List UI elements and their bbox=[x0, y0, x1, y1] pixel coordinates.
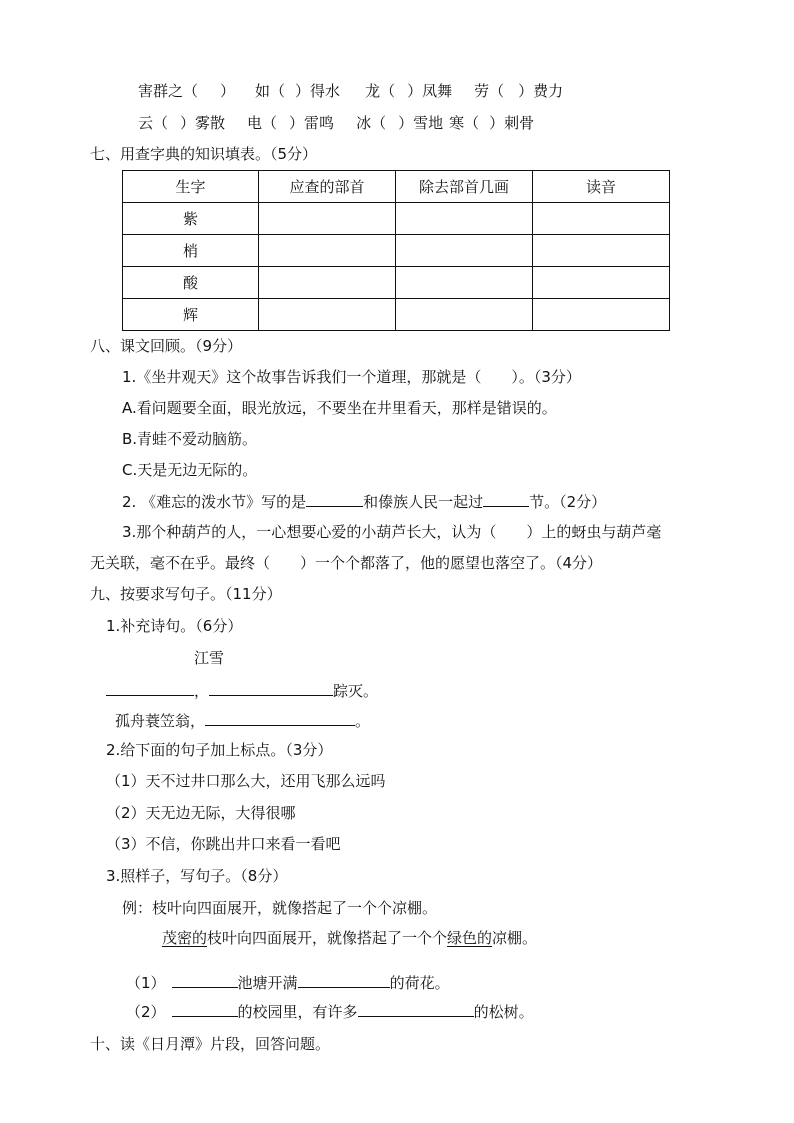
poem-text: 。 bbox=[355, 712, 371, 730]
item-number: （2） bbox=[126, 1003, 166, 1021]
example-text: 凉棚。 bbox=[492, 929, 538, 947]
question-text: 节。（2分） bbox=[529, 493, 607, 511]
fill-text: 的松树。 bbox=[473, 1003, 534, 1021]
table-header-row bbox=[123, 171, 670, 203]
idiom-row-1 bbox=[138, 81, 563, 101]
answer-blank[interactable] bbox=[209, 680, 333, 696]
idiom-text: ）凤舞 bbox=[407, 82, 453, 100]
q7-title: 七、用查字典的知识填表。（5分） bbox=[90, 145, 318, 163]
table-row bbox=[123, 299, 670, 331]
punct-sentence-3: （3）不信，你跳出井口来看一看吧 bbox=[106, 835, 341, 853]
answer-blank[interactable] bbox=[172, 972, 238, 988]
punct-sentence-1: （1）天不过井口那么大，还用飞那么远吗 bbox=[106, 772, 386, 790]
poem-line-2 bbox=[115, 710, 370, 731]
answer-cell[interactable] bbox=[533, 235, 670, 267]
underlined-word: 绿色的 bbox=[447, 929, 493, 947]
q8-item-3-line-2: 无关联，毫不在乎。最终（ ）一个个都落了，他的愿望也落空了。（4分） bbox=[90, 554, 603, 572]
idiom-text: ）雾散 bbox=[180, 114, 226, 132]
example-text: 枝叶向四面展开，就像搭起了一个个 bbox=[207, 929, 448, 947]
char-cell: 梢 bbox=[123, 235, 259, 267]
question-text: 2. 《难忘的泼水节》写的是 bbox=[122, 493, 307, 511]
q9-item-2: 2.给下面的句子加上标点。（3分） bbox=[106, 741, 333, 759]
fill-text: 池塘开满 bbox=[237, 974, 298, 992]
q9-item-1: 1.补充诗句。（6分） bbox=[106, 617, 243, 635]
fill-text: 的荷花。 bbox=[389, 974, 450, 992]
col-header: 除去部首几画 bbox=[396, 171, 533, 203]
example-sentence-expanded bbox=[162, 928, 537, 948]
poem-title: 江雪 bbox=[194, 649, 225, 667]
q8-item-2 bbox=[122, 491, 606, 512]
q8-item-1: 1.《坐井观天》这个故事告诉我们一个道理，那就是（ ）。（3分） bbox=[122, 368, 581, 386]
q9-item-3: 3.照样子，写句子。（8分） bbox=[106, 867, 288, 885]
idiom-text: ）刺骨 bbox=[489, 114, 535, 132]
char-cell: 辉 bbox=[123, 299, 259, 331]
answer-cell[interactable] bbox=[396, 267, 533, 299]
answer-cell[interactable] bbox=[533, 299, 670, 331]
answer-cell[interactable] bbox=[396, 203, 533, 235]
answer-blank[interactable] bbox=[483, 491, 529, 507]
answer-cell[interactable] bbox=[259, 235, 396, 267]
option-a: A.看问题要全面，眼光放远，不要坐在井里看天，那样是错误的。 bbox=[122, 399, 557, 417]
idiom-text: 龙（ bbox=[365, 82, 396, 100]
char-cell: 紫 bbox=[123, 203, 259, 235]
answer-cell[interactable] bbox=[259, 203, 396, 235]
idiom-text: 害群之（ bbox=[138, 82, 199, 100]
question-text: 和傣族人民一起过 bbox=[363, 493, 484, 511]
answer-blank[interactable] bbox=[172, 1001, 238, 1017]
fill-sentence-1 bbox=[126, 972, 450, 993]
idiom-text: ） bbox=[220, 82, 236, 100]
answer-blank[interactable] bbox=[358, 1001, 474, 1017]
answer-blank[interactable] bbox=[106, 680, 194, 696]
idiom-row-2 bbox=[138, 113, 534, 133]
idiom-text: 电（ bbox=[247, 114, 278, 132]
idiom-text: ）雪地 bbox=[398, 114, 444, 132]
answer-cell[interactable] bbox=[533, 267, 670, 299]
example-sentence: 例：枝叶向四面展开，就像搭起了一个个凉棚。 bbox=[122, 899, 438, 917]
fill-sentence-2 bbox=[126, 1001, 534, 1022]
poem-text: 踪灭。 bbox=[333, 682, 379, 700]
option-b: B.青蛙不爱动脑筋。 bbox=[122, 430, 258, 448]
idiom-text: ）雷鸣 bbox=[289, 114, 335, 132]
poem-text: ， bbox=[194, 682, 210, 700]
table-row bbox=[123, 267, 670, 299]
dictionary-table bbox=[122, 170, 670, 331]
col-header: 读音 bbox=[533, 171, 670, 203]
q8-item-3-line-1: 3.那个种葫芦的人，一心想要心爱的小葫芦长大，认为（ ）上的蚜虫与葫芦毫 bbox=[122, 523, 662, 541]
table-row bbox=[123, 235, 670, 267]
option-c: C.天是无边无际的。 bbox=[122, 461, 258, 479]
answer-blank[interactable] bbox=[306, 491, 363, 507]
col-header: 生字 bbox=[123, 171, 259, 203]
answer-cell[interactable] bbox=[396, 235, 533, 267]
underlined-word: 茂密的 bbox=[162, 929, 208, 947]
char-cell: 酸 bbox=[123, 267, 259, 299]
answer-cell[interactable] bbox=[259, 299, 396, 331]
item-number: （1） bbox=[126, 974, 166, 992]
q9-title: 九、按要求写句子。（11分） bbox=[90, 585, 282, 603]
poem-line-1 bbox=[106, 680, 378, 701]
poem-text: 孤舟蓑笠翁， bbox=[115, 712, 206, 730]
answer-blank[interactable] bbox=[205, 710, 355, 726]
idiom-text: 寒（ bbox=[449, 114, 480, 132]
answer-cell[interactable] bbox=[259, 267, 396, 299]
idiom-text: 云（ bbox=[138, 114, 169, 132]
idiom-text: 如（ bbox=[255, 82, 286, 100]
punct-sentence-2: （2）天无边无际，大得很哪 bbox=[106, 804, 296, 822]
answer-blank[interactable] bbox=[298, 972, 390, 988]
idiom-text: 冰（ bbox=[356, 114, 387, 132]
answer-cell[interactable] bbox=[533, 203, 670, 235]
answer-cell[interactable] bbox=[396, 299, 533, 331]
idiom-text: 劳（ bbox=[474, 82, 505, 100]
q10-title: 十、读《日月潭》片段，回答问题。 bbox=[90, 1035, 331, 1053]
fill-text: 的校园里，有许多 bbox=[237, 1003, 358, 1021]
idiom-text: ）得水 bbox=[295, 82, 341, 100]
col-header: 应查的部首 bbox=[259, 171, 396, 203]
table-row bbox=[123, 203, 670, 235]
idiom-text: ）费力 bbox=[518, 82, 564, 100]
q8-title: 八、课文回顾。（9分） bbox=[90, 337, 243, 355]
